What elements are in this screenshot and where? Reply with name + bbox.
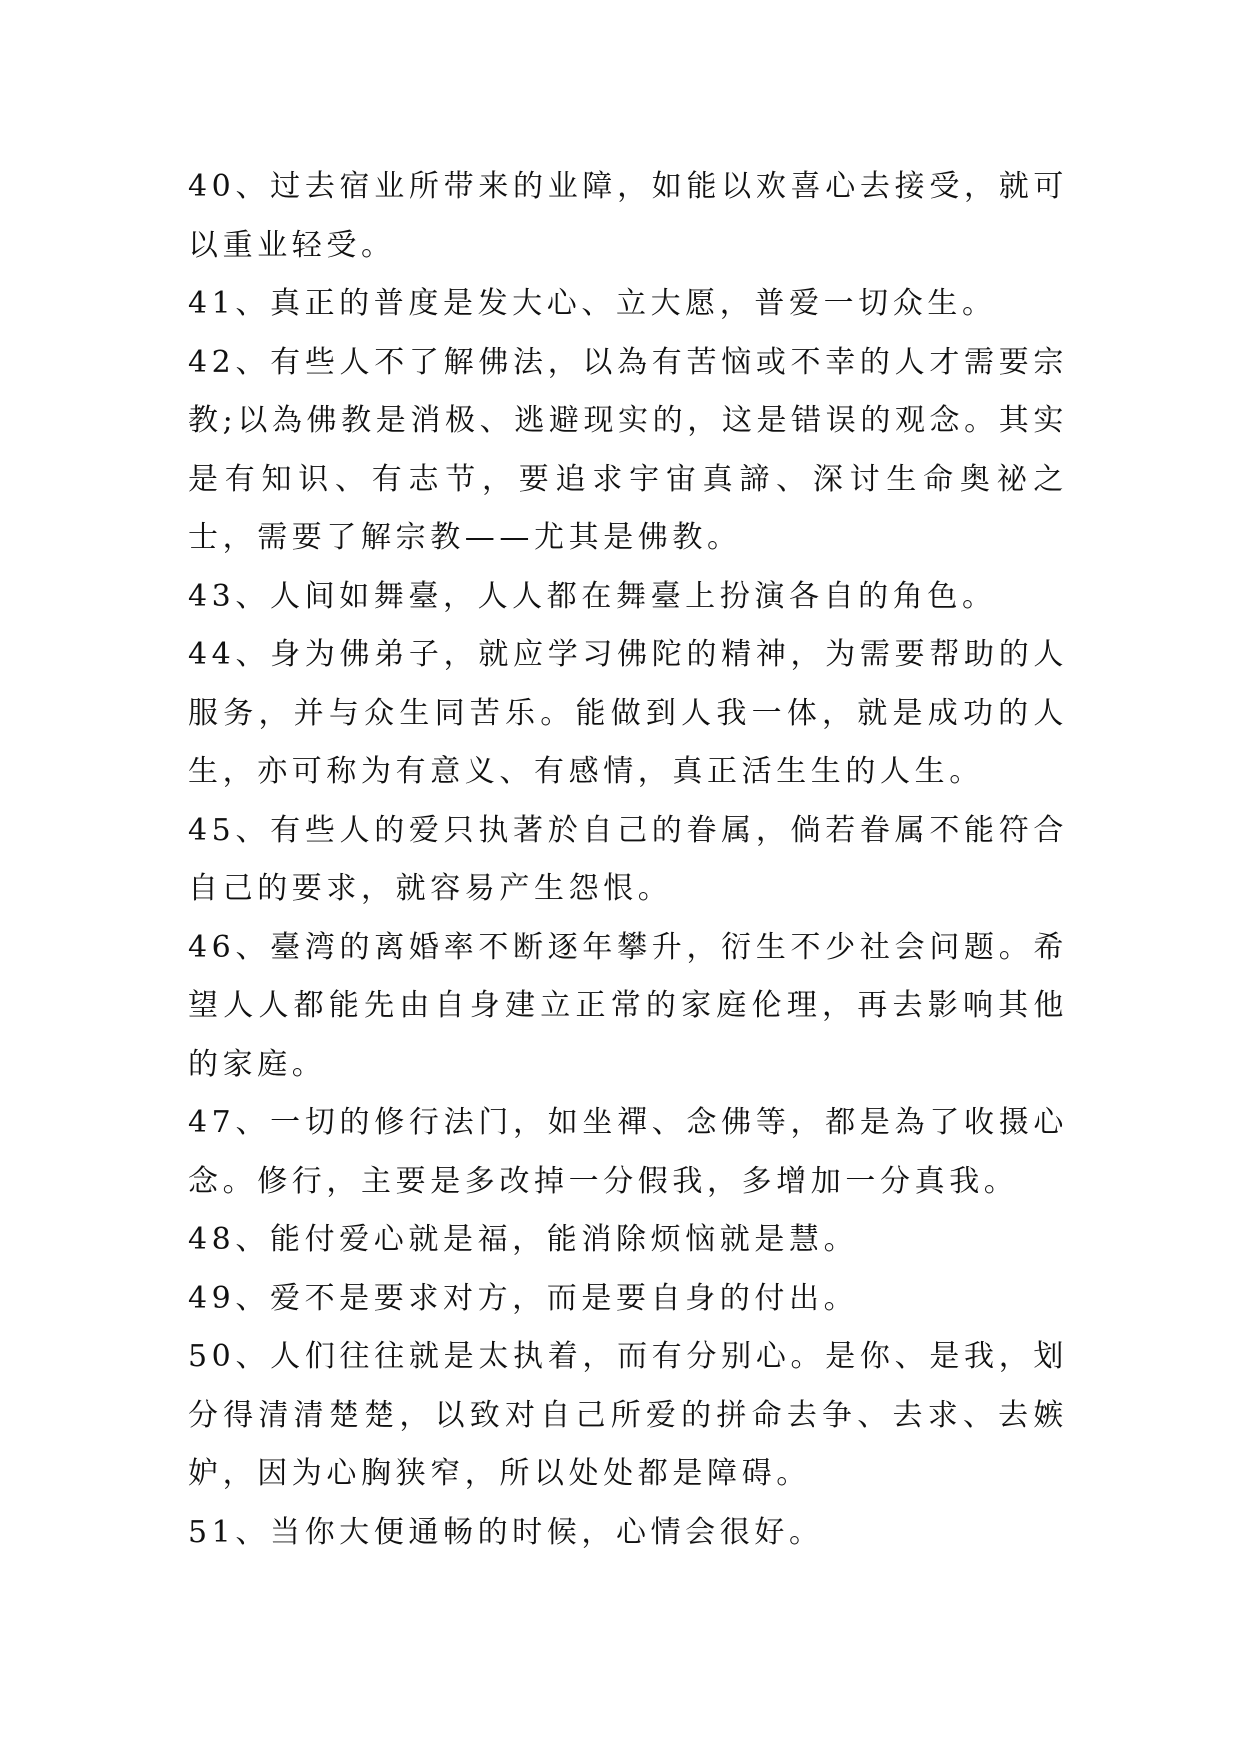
quote-40: 40、过去宿业所带来的业障，如能以欢喜心去接受，就可以重业轻受。 [188,169,1068,263]
quote-49: 49、爱不是要求对方，而是要自身的付出。 [188,1280,859,1316]
quote-46: 46、臺湾的离婚率不断逐年攀升，衍生不少社会问题。希望人人都能先由自身建立正常的家庭伦理，再去影响其他的家庭。 [188,929,1068,1082]
quote-42: 42、有些人不了解佛法，以為有苦恼或不幸的人才需要宗教;以為佛教是消极、逃避现实的，这是错误的观念。其实是有知识、有志节，要追求宇宙真諦、深讨生命奥祕之士，需要了解宗教——尤其是佛教。 [188,344,1068,555]
quote-43: 43、人间如舞臺，人人都在舞臺上扮演各自的角色。 [188,578,997,614]
quote-50: 50、人们往往就是太执着，而有分别心。是你、是我，划分得清清楚楚，以致对自己所爱的拼命去争、去求、去嫉妒，因为心胸狭窄，所以处处都是障碍。 [188,1339,1068,1491]
quote-48: 48、能付爱心就是福，能消除烦恼就是慧。 [188,1222,859,1257]
document-body [188,158,1068,1562]
quote-44: 44、身为佛弟子，就应学习佛陀的精神，为需要帮助的人服务，并与众生同苦乐。能做到人我一体，就是成功的人生，亦可称为有意义、有感情，真正活生生的人生。 [188,637,1068,789]
quote-45: 45、有些人的爱只执著於自己的眷属，倘若眷属不能符合自己的要求，就容易产生怨恨。 [188,812,1068,906]
quote-51: 51、当你大便通畅的时候，心情会很好。 [188,1514,824,1550]
quote-47: 47、一切的修行法门，如坐禪、念佛等，都是為了收摄心念。修行，主要是多改掉一分假我，多增加一分真我。 [188,1105,1068,1199]
quote-41: 41、真正的普度是发大心、立大愿，普爱一切众生。 [188,286,997,321]
